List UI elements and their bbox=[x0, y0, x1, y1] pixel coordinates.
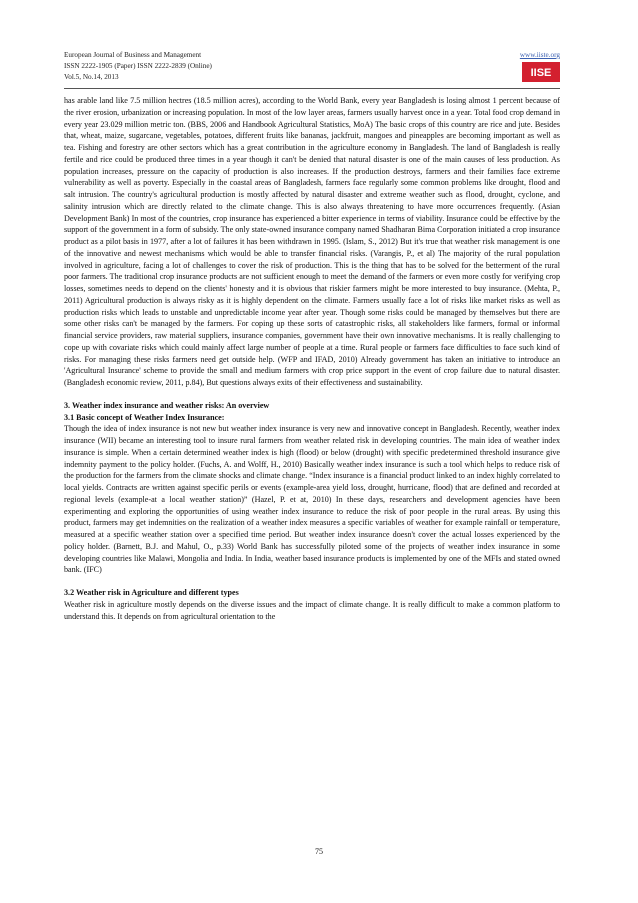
header-rule bbox=[64, 88, 560, 89]
running-header bbox=[64, 50, 560, 83]
section-3-2-heading: 3.2 Weather risk in Agriculture and different types bbox=[64, 588, 239, 597]
page bbox=[64, 50, 560, 622]
journal-url-link[interactable]: www.iiste.org bbox=[519, 51, 560, 59]
page-number: 75 bbox=[315, 847, 323, 856]
section-3-heading: 3. Weather index insurance and weather risks: An overview bbox=[64, 400, 270, 410]
spacer bbox=[64, 389, 560, 400]
journal-name: European Journal of Business and Management bbox=[64, 51, 202, 59]
logo-text: IISE bbox=[530, 67, 552, 79]
section-3-1-heading: 3.1 Basic concept of Weather Index Insurance: bbox=[64, 412, 225, 422]
intro-paragraph: has arable land like 7.5 million hectres (18.5 million acres), according to the World Bank, every year Bangladesh is losing almost 1 percent because of the river erosion, urbanization or increasing population. In most of the low layer areas, farmers usually harvest once in a year. Total food crop demand in every year 23.029 million metric ton. (BBS, 2006 and Handbook Agricultural Statistics, MoA) The basic crops of this country are rice and jute. Besides that, wheat, maize, sugarcane, vegetables, potatoes, different fruits like bananas, jackfruit, mangoes and pineapples are becoming important as well as tea. Fishing and forestry are other sectors which has a great contribution in the agriculture economy in Bangladesh. The land of Bangladesh is really fertile and rice could be produced three times in a year though it can't be denied that natural disaster is one of the main causes of less production. As population increases, pressure on the capacity of production is also increases. If the production destroys, farmers and their families face extreme vulnerability as well as poverty. Especially in the coastal areas of Bangladesh, farmers face regularly some common problems like drought, flood and salt intrusion. The country's agricultural production is mostly affected by natural disaster and extreme weather such as flood, drought, cyclone, and salinity intrusion which are directly related to the climate change. This is also always threatening to have more occurrences frequently. (Asian Development Bank) In most of the countries, crop insurance has experienced a bitter experience in terms of viability. Insurance could be effective by the support of the government in a form of subsidy. The only state-owned insurance company named Shadharan Bima Corporation initiated a crop insurance product as a pilot basis in 1977, after a lot of failures it has been withdrawn in 1995. (Islam, S., 2012) But it's true that weather risk management is one of the innovative and newest mechanisms which would be able to transfer financial risks. (Varangis, P., et al) The majority of the rural population involved in agriculture, facing a lot of challenges to cover the risk of production. This is the thing that has to be solved for the betterment of the rural poor farmers. The traditional crop insurance products are not sufficient enough to meet the demand of the farmers or even more costly for verifying crop losses, sometimes needs to depend on the clients' honesty and it is obvious that riskier farmers might be more interested to buy insurance. (Mehta, P., 2011) Agricultural production is always risky as it is highly dependent on the climate. Farmers usually face a lot of risks like market risks as well as production risks which leads to unstable and unpredictable income year after year. Though some risks could be managed by themselves but there are some other risks can't be managed by the farmers. For coping up these sorts of catastrophic risks, all stakeholders like farmers, formal or informal financial service providers, raw material suppliers, insurance companies, government have their own innovative mechanisms. It is really challenging to cope up with covariate risks which could mainly affect large number of people at a time. Rural people or farmers face difficulties to face such kind of risks. For managing these risks farmers need get outside help. (WFP and IFAD, 2010) Already government has taken an initiative to introduce an 'Agricultural Insurance' scheme to provide the small and medium farmers with crop price support in the event of crop failure due to natural disaster. (Bangladesh economic review, 2011, p.84), But questions always exits of their effectiveness and sustainability. bbox=[64, 96, 560, 387]
section-3-1-paragraph: Though the idea of index insurance is not new but weather index insurance is very new and innovative concept in Bangladesh. Recently, weather index insurance (WII) became an interesting tool to insure rural farmers from weather related risk in developing countries. The main idea of weather index insurance is simple. When a certain determined weather index is high (flood) or below (drought) with specific predetermined threshold insurance give indemnity payment to the policy holder. (Fuchs, A. and Wolff, H., 2010) Basically weather index insurance is such a tool which helps to reduce risk of the production for the farmers from the climate shocks and climate change. “Index insurance is a financial product linked to an index highly correlated to local yields. Contracts are written against specific perils or events (example-area yield loss, drought, hurricane, flood) that are defined and recorded at regional levels (example-at a local weather station)” (Hazel, P. et at, 2010) In these days, researchers and development agencies have been experimenting and exploring the opportunities of using weather index insurance to reduce the risk of poor people in the rural areas. By using this product, farmers may get indemnities on the realization of a weather index measures a specific variables of weather for example rainfall or temperature, measured at a specific weather station over a specified time period. But weather index insurance doesn't cover the actual losses experienced by the policy holder. (Barnett, B.J. and Mahul, O., p.33) World Bank has successfully piloted some of the projects of weather index insurance in some developing countries like Malawi, Mongolia and India. In India, weather based insurance products is implemented by one of the MFIs and stated owned bank. (IFC) bbox=[64, 424, 561, 575]
journal-issn: ISSN 2222-1905 (Paper) ISSN 2222-2839 (Online) bbox=[64, 62, 212, 70]
spacer bbox=[64, 576, 560, 587]
iiste-logo-icon bbox=[522, 62, 560, 82]
section-3-2-paragraph: Weather risk in agriculture mostly depends on the diverse issues and the impact of climate change. It is really difficult to make a common platform to understand this. It depends on from agricultural orientation to the bbox=[64, 599, 560, 621]
journal-volume: Vol.5, No.14, 2013 bbox=[64, 73, 119, 81]
